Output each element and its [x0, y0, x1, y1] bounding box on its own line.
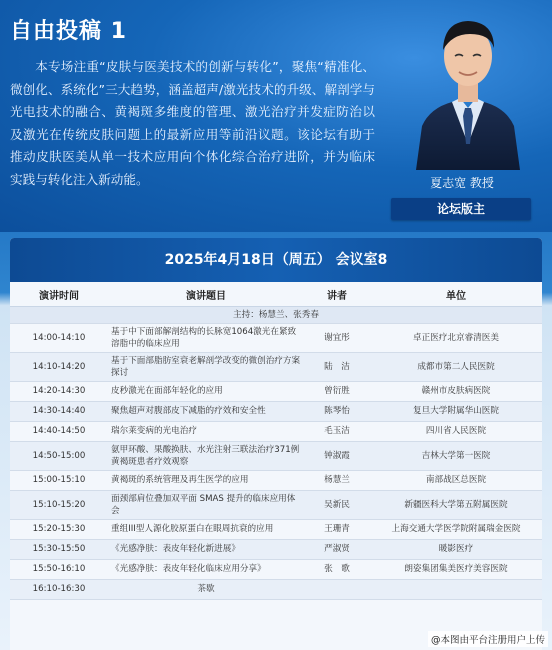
session-unit: 卓正医疗北京睿清医美 — [370, 324, 542, 353]
session-unit: 吉林大学第一医院 — [370, 442, 542, 471]
session-time: 16:10-16:30 — [10, 580, 108, 600]
session-unit: 四川省人民医院 — [370, 422, 542, 442]
session-speaker: 钟淑霞 — [304, 442, 370, 471]
session-topic: 茶歇 — [108, 580, 304, 600]
session-unit: 朗姿集团集美医疗美容医院 — [370, 560, 542, 580]
table-row — [10, 442, 542, 471]
page-title: 自由投稿 1 — [10, 19, 127, 44]
table-row — [10, 402, 542, 422]
session-topic: 面颈部肩位叠加双平面 SMAS 提升的临床应用体会 — [108, 491, 304, 520]
session-topic: 氨甲环酸、果酸换肤、水光注射三联法治疗371例黄褐斑患者疗效观察 — [108, 442, 304, 471]
session-topic: 黄褐斑的系统管理及再生医学的应用 — [108, 471, 304, 491]
table-row — [10, 471, 542, 491]
table-row — [10, 382, 542, 402]
session-time: 15:10-15:20 — [10, 491, 108, 520]
session-unit: 赣州市皮肤病医院 — [370, 382, 542, 402]
table-row — [10, 324, 542, 353]
session-topic: 《光感净肤：表皮年轻化新进展》 — [108, 540, 304, 560]
session-topic: 基于中下面部解剖结构的长脉宽1064激光在紧致溶脂中的临床应用 — [108, 324, 304, 353]
session-speaker: 杨慧兰 — [304, 471, 370, 491]
session-speaker: 谢宜彤 — [304, 324, 370, 353]
session-unit: 上海交通大学医学院附属瑞金医院 — [370, 520, 542, 540]
session-speaker: 毛玉洁 — [304, 422, 370, 442]
session-topic: 瑞尔莱变病的光电治疗 — [108, 422, 304, 442]
watermark: @本图由平台注册用户上传 — [428, 631, 548, 647]
session-time: 15:50-16:10 — [10, 560, 108, 580]
session-time: 15:30-15:50 — [10, 540, 108, 560]
table-header-row — [10, 282, 542, 307]
session-unit — [370, 580, 542, 600]
column-header: 演讲时间 — [10, 282, 108, 307]
table-row — [10, 422, 542, 442]
session-unit: 复旦大学附属华山医院 — [370, 402, 542, 422]
session-time: 14:20-14:30 — [10, 382, 108, 402]
session-speaker: 严淑贤 — [304, 540, 370, 560]
session-unit: 新疆医科大学第五附属医院 — [370, 491, 542, 520]
session-unit: 南部战区总医院 — [370, 471, 542, 491]
table-row — [10, 580, 542, 600]
table-row — [10, 540, 542, 560]
session-time: 14:00-14:10 — [10, 324, 108, 353]
session-topic: 《光感净肤：表皮年轻化临床应用分享》 — [108, 560, 304, 580]
schedule-table — [10, 282, 542, 600]
session-time: 14:40-14:50 — [10, 422, 108, 442]
session-chairs: 主持：杨慧兰、张秀春 — [10, 307, 542, 324]
session-time: 15:20-15:30 — [10, 520, 108, 540]
table-row — [10, 491, 542, 520]
column-header: 讲者 — [304, 282, 370, 307]
host-name: 夏志宽 教授 — [430, 176, 494, 190]
column-header: 演讲题目 — [108, 282, 304, 307]
session-time: 14:10-14:20 — [10, 353, 108, 382]
table-row — [10, 560, 542, 580]
session-time: 15:00-15:10 — [10, 471, 108, 491]
session-speaker: 曾衍胜 — [304, 382, 370, 402]
session-topic: 基于下面部脂肪室衰老解剖学改变的微创治疗方案探讨 — [108, 353, 304, 382]
column-header: 单位 — [370, 282, 542, 307]
session-unit: 成都市第二人民医院 — [370, 353, 542, 382]
session-time: 14:50-15:00 — [10, 442, 108, 471]
session-speaker — [304, 580, 370, 600]
session-topic: 重组III型人源化胶原蛋白在眼周抗衰的应用 — [108, 520, 304, 540]
session-topic: 皮秒激光在面部年轻化的应用 — [108, 382, 304, 402]
session-time: 14:30-14:40 — [10, 402, 108, 422]
intro-paragraph: 本专场注重“皮肤与医美技术的创新与转化”，聚焦“精准化、微创化、系统化”三大趋势，涵盖超声/激光技术的升级、解剖学与光电技术的融合、黄褐斑多维度的管理、激光治疗并发症防治以及激光在传统皮肤问题上的最新应用等前沿议题。该论坛有助于推动皮肤医美从单一技术应用向个体化综合治疗进阶，并为临床实践与转化注入新动能。 — [10, 59, 375, 187]
schedule-card — [10, 238, 542, 650]
host-portrait — [412, 4, 524, 170]
session-speaker: 陆 洁 — [304, 353, 370, 382]
table-row — [10, 353, 542, 382]
session-topic: 聚焦超声对腹部皮下减脂的疗效和安全性 — [108, 402, 304, 422]
session-speaker: 吴新民 — [304, 491, 370, 520]
session-speaker: 张 歌 — [304, 560, 370, 580]
host-role-badge: 论坛版主 — [391, 198, 531, 220]
chair-row — [10, 307, 542, 324]
session-title: 2025年4月18日（周五） 会议室8 — [10, 238, 542, 282]
table-row — [10, 520, 542, 540]
session-speaker: 陈琴怡 — [304, 402, 370, 422]
session-speaker: 王珊青 — [304, 520, 370, 540]
session-unit: 暖影医疗 — [370, 540, 542, 560]
